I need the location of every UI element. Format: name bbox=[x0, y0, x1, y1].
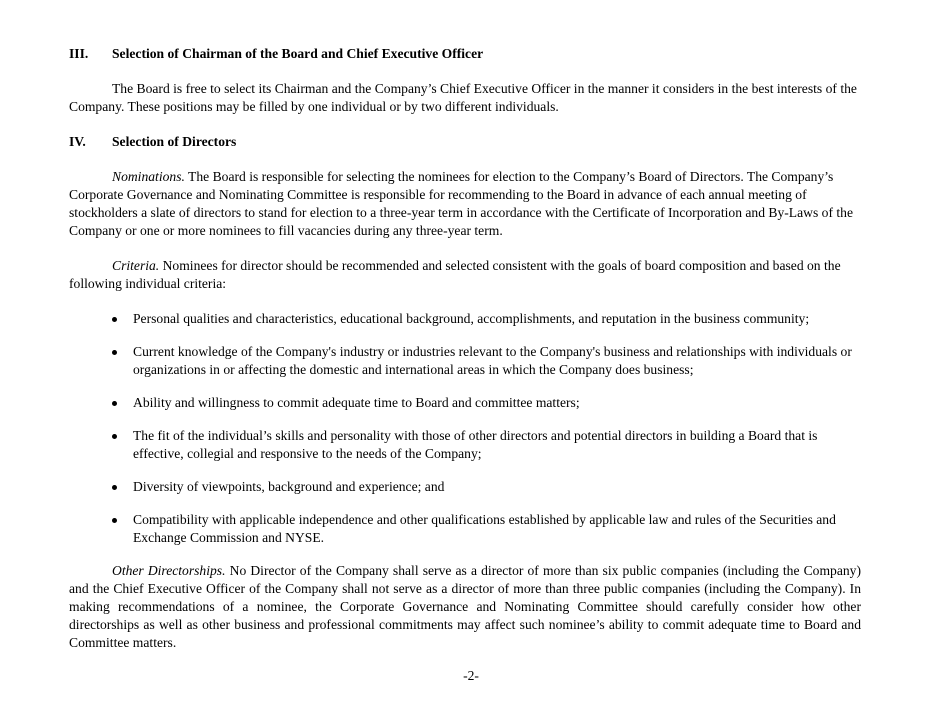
paragraph-text: Nominees for director should be recommended and selected consistent with the goals of board composition and based on the following individual criteria: bbox=[69, 258, 841, 291]
paragraph-lead: Criteria. bbox=[112, 258, 160, 273]
bullet-icon bbox=[112, 518, 117, 523]
section-number: III. bbox=[69, 46, 89, 61]
bullet-icon bbox=[112, 401, 117, 406]
list-item-text: Diversity of viewpoints, background and experience; and bbox=[133, 479, 445, 494]
section-title: Selection of Directors bbox=[112, 134, 237, 149]
bullet-icon bbox=[112, 485, 117, 490]
bullet-icon bbox=[112, 317, 117, 322]
section-number: IV. bbox=[69, 134, 86, 149]
paragraph-text: The Board is responsible for selecting the nominees for election to the Company’s Board of Directors. The Company’s Corporate Governance and Nominating Committee is responsible for recommending to the Board in advance of each annual meeting of stockholders a slate of directors to stand for election to a three-year term in accordance with the Certificate of Incorporation and By-Laws of the Company or one or more nominees to fill vacancies during any three-year term. bbox=[69, 169, 853, 238]
list-item-text: The fit of the individual’s skills and personality with those of other directors and potential directors in building a Board that is effective, collegial and responsive to the needs of the Company; bbox=[133, 428, 818, 461]
list-item-text: Current knowledge of the Company's industry or industries relevant to the Company's business and relationships with individuals or organizations in or affecting the domestic and international areas in which the Company does business; bbox=[133, 344, 852, 377]
other-directorships-paragraph bbox=[69, 562, 861, 652]
criteria-list bbox=[69, 310, 861, 547]
paragraph-text: No Director of the Company shall serve as a director of more than six public companies (including the Company) and the Chief Executive Officer of the Company shall not serve as a director of more than three public companies (including the Company). In making recommendations of a nominee, the Corporate Governance and Nominating Committee should carefully consider how other directorships as well as other business and professional commitments may affect such nominee’s ability to commit adequate time to Board and Committee matters. bbox=[69, 563, 861, 650]
paragraph-text: The Board is free to select its Chairman and the Company’s Chief Executive Officer in the manner it considers in the best interests of the Company. These positions may be filled by one individual or by two different individuals. bbox=[69, 81, 857, 114]
bullet-icon bbox=[112, 350, 117, 355]
list-item-text: Ability and willingness to commit adequate time to Board and committee matters; bbox=[133, 395, 580, 410]
section-heading-iv bbox=[69, 133, 861, 151]
list-item-text: Compatibility with applicable independence and other qualifications established by applicable law and rules of the Securities and Exchange Commission and NYSE. bbox=[133, 512, 836, 545]
section-heading-iii bbox=[69, 45, 861, 63]
paragraph-lead: Nominations. bbox=[112, 169, 185, 184]
list-item bbox=[69, 394, 861, 412]
list-item-text: Personal qualities and characteristics, educational background, accomplishments, and reputation in the business community; bbox=[133, 311, 810, 326]
chairman-paragraph bbox=[69, 80, 861, 116]
list-item bbox=[69, 310, 861, 328]
paragraph-lead: Other Directorships. bbox=[112, 563, 226, 578]
list-item bbox=[69, 427, 861, 463]
page-number: -2- bbox=[463, 668, 479, 683]
list-item bbox=[69, 343, 861, 379]
criteria-paragraph bbox=[69, 257, 861, 293]
nominations-paragraph bbox=[69, 168, 861, 240]
list-item bbox=[69, 511, 861, 547]
document-page bbox=[69, 45, 861, 652]
section-title: Selection of Chairman of the Board and Chief Executive Officer bbox=[112, 46, 484, 61]
bullet-icon bbox=[112, 434, 117, 439]
list-item bbox=[69, 478, 861, 496]
